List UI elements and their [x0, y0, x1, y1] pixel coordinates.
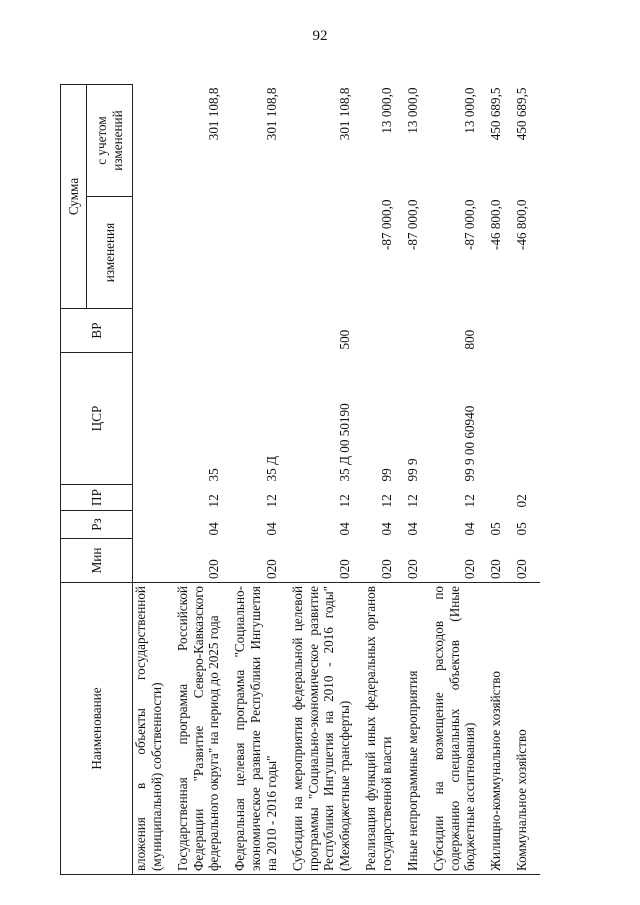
- table-row: [488, 85, 514, 875]
- header-vr: ВР: [61, 309, 133, 353]
- row-name: Реализация функций иных федеральных органов государственной власти: [363, 583, 405, 875]
- row-rz: 04: [462, 522, 478, 536]
- row-pr: 12: [462, 494, 478, 508]
- row-total: 301 108,8: [206, 87, 222, 141]
- row-total: 13 000,0: [462, 87, 478, 134]
- row-total: 450 689,5: [488, 87, 504, 141]
- row-min: 020: [206, 559, 222, 579]
- row-vr: 500: [337, 329, 353, 350]
- row-change: [232, 197, 290, 309]
- row-csr: [514, 353, 540, 485]
- row-csr: 99 9 00 60940: [462, 405, 478, 482]
- row-csr: 99: [378, 468, 394, 482]
- row-vr: [133, 309, 175, 353]
- row-pr: 02: [514, 494, 530, 508]
- row-min: 020: [337, 559, 353, 579]
- row-name: Государственная программа Российской Федерации "Развитие Северо-Кавказского федерального округа" на период до 2025 года: [175, 583, 233, 875]
- rotated-budget-table: [60, 85, 575, 875]
- header-min: Мин: [61, 539, 133, 583]
- row-rz: 05: [488, 522, 504, 536]
- row-vr: [514, 309, 540, 353]
- row-vr: [488, 309, 514, 353]
- row-pr: [133, 485, 175, 511]
- row-pr: 12: [263, 494, 279, 508]
- row-vr: [363, 309, 405, 353]
- row-vr: [175, 309, 233, 353]
- row-change: [133, 197, 175, 309]
- row-min: 020: [488, 559, 504, 579]
- row-change: -46 800,0: [514, 199, 530, 251]
- row-change: -87 000,0: [378, 199, 394, 251]
- row-vr: 800: [462, 329, 478, 350]
- header-sum: Сумма: [61, 85, 87, 309]
- page-number: 92: [312, 28, 328, 44]
- row-rz: 04: [206, 522, 222, 536]
- row-min: 020: [514, 559, 530, 579]
- row-total: [133, 85, 175, 197]
- header-pr: ПР: [61, 485, 133, 511]
- row-min: 020: [378, 559, 394, 579]
- row-min: 020: [462, 559, 478, 579]
- row-csr: 35 Д: [263, 456, 279, 482]
- row-csr: 35: [206, 468, 222, 482]
- row-pr: 12: [404, 494, 420, 508]
- row-change: -87 000,0: [462, 199, 478, 251]
- row-name: Федеральная целевая программа "Социально-экономическое развитие Республики Ингушетия на 2010 - 2016 годы": [232, 583, 290, 875]
- row-pr: 12: [337, 494, 353, 508]
- row-csr: [488, 353, 514, 485]
- table-row: [175, 85, 233, 875]
- row-change: [175, 197, 233, 309]
- row-pr: [488, 485, 514, 511]
- row-change: -87 000,0: [404, 199, 420, 251]
- row-pr: 12: [378, 494, 394, 508]
- row-min: [133, 539, 175, 583]
- table-body: [133, 85, 540, 875]
- row-name: Коммунальное хозяйство: [514, 583, 540, 875]
- row-csr: 35 Д 00 50190: [337, 403, 353, 482]
- row-total: 450 689,5: [514, 87, 530, 141]
- header-name: Наименование: [61, 583, 133, 875]
- row-name: Субсидии на мероприятия федеральной целевой программы "Социально-экономическое развитие Республики Ингушетия на 2010 - 2016 годы" (Межбюджетные трансферты): [290, 583, 363, 875]
- row-rz: [133, 511, 175, 539]
- table-row: [431, 85, 489, 875]
- row-csr: [133, 353, 175, 485]
- row-name: вложения в объекты государственной (муниципальной) собственности): [133, 583, 175, 875]
- row-total: 301 108,8: [337, 87, 353, 141]
- header-csr: ЦСР: [61, 353, 133, 485]
- table-row: [363, 85, 405, 875]
- row-vr: [405, 309, 431, 353]
- row-rz: 05: [514, 522, 530, 536]
- table-row: [405, 85, 431, 875]
- table-row: [133, 85, 175, 875]
- row-rz: 04: [404, 522, 420, 536]
- budget-table: [60, 84, 540, 875]
- row-rz: 04: [263, 522, 279, 536]
- row-pr: 12: [206, 494, 222, 508]
- row-total: 301 108,8: [263, 87, 279, 141]
- row-total: 13 000,0: [404, 87, 420, 134]
- row-change: -46 800,0: [488, 199, 504, 251]
- row-name: Жилищно-коммунальное хозяйство: [488, 583, 514, 875]
- row-csr: 99 9: [404, 458, 420, 482]
- table-row: [232, 85, 290, 875]
- row-rz: 04: [337, 522, 353, 536]
- row-name: Иные непрограммные мероприятия: [405, 583, 431, 875]
- header-with-changes: с учетом изменений: [87, 85, 133, 197]
- row-name: Субсидии на возмещение расходов по содержанию специальных объектов (Иные бюджетные ассигнования): [431, 583, 489, 875]
- row-min: 020: [404, 559, 420, 579]
- table-row: [514, 85, 540, 875]
- table-row: [290, 85, 363, 875]
- row-vr: [232, 309, 290, 353]
- row-min: 020: [263, 559, 279, 579]
- header-rz: Рз: [61, 511, 133, 539]
- row-rz: 04: [378, 522, 394, 536]
- header-changes: изменения: [87, 197, 133, 309]
- row-total: 13 000,0: [378, 87, 394, 134]
- row-change: [290, 197, 363, 309]
